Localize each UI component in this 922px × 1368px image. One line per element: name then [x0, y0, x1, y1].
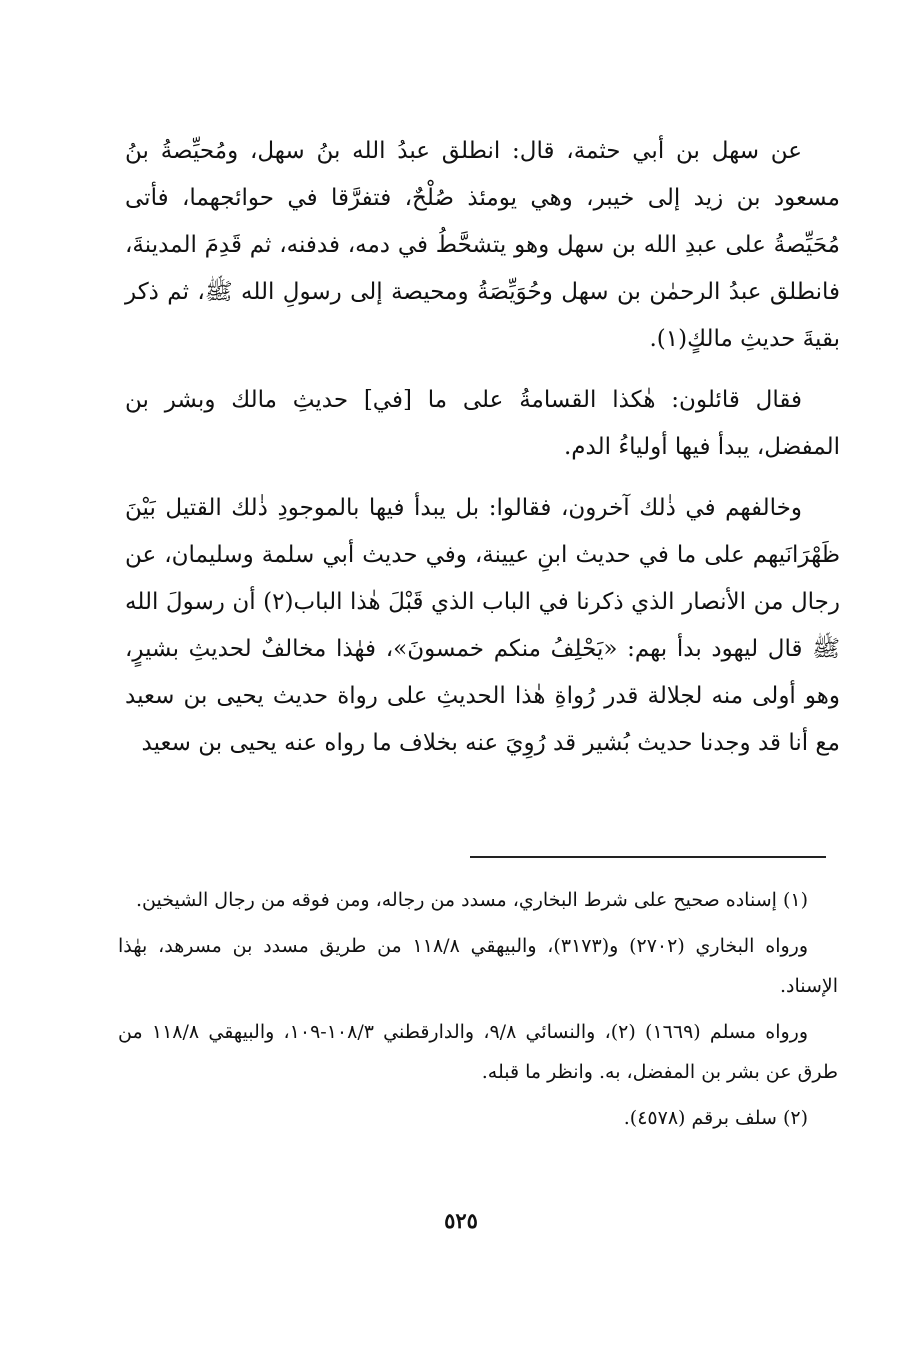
- footnote-separator: [470, 856, 826, 858]
- paragraph-first-opinion: فقال قائلون: هٰكذا القسامةُ على ما [في] حديثِ مالك وبشر بن المفضل، يبدأ فيها أولياءُ الدم.: [125, 387, 840, 460]
- footnotes: [118, 880, 838, 1144]
- paragraph-second-opinion: وخالفهم في ذٰلك آخرون، فقالوا: بل يبدأ فيها بالموجودِ ذٰلك القتيل بَيْنَ ظَهْرَانَيهم على ما في حديث ابنِ عيينة، وفي حديث أبي سلمة وسليمان، عن رجال من الأنصار الذي ذكرنا في الباب الذي قَبْلَ هٰذا الباب(٢) أن رسولَ الله ﷺ قال ليهود بدأ بهم: «يَحْلِفُ منكم خمسونَ»، فهٰذا مخالفٌ لحديثِ بشيرٍ، وهو أولى منه لجلالة قدر رُواةِ هٰذا الحديثِ على رواة حديث يحيى بن سعيد مع أنا قد وجدنا حديث بُشير قد رُوِيَ عنه بخلاف ما رواه عنه يحيى بن سعيد: [125, 495, 840, 756]
- footnote-1-muslim: ورواه مسلم (١٦٦٩) (٢)، والنسائي ٩/٨، والدارقطني ١٠٨/٣-١٠٩، والبيهقي ١١٨/٨ من طرق عن بشر بن المفضل، به. وانظر ما قبله.: [118, 1021, 838, 1083]
- page-number: ٥٢٥: [444, 1208, 478, 1233]
- footnote-1: (١) إسناده صحيح على شرط البخاري، مسدد من رجاله، ومن فوقه من رجال الشيخين.: [136, 889, 808, 911]
- main-text: [125, 128, 840, 781]
- footnote-1-bukhari: ورواه البخاري (٢٧٠٢) و(٣١٧٣)، والبيهقي ١١٨/٨ من طريق مسدد بن مسرهد، بهٰذا الإسناد.: [118, 935, 838, 997]
- footnote-2: (٢) سلف برقم (٤٥٧٨).: [623, 1107, 808, 1129]
- paragraph-hadith-narration: عن سهل بن أبي حثمة، قال: انطلق عبدُ الله بنُ سهل، ومُحيِّصةُ بنُ مسعود بن زيد إلى خيبر، وهي يومئذ صُلْحٌ، فتفرَّقا في حوائجهما، فأتى مُحَيِّصةُ على عبدِ الله بن سهل وهو يتشحَّطُ في دمه، فدفنه، ثم قَدِمَ المدينةَ، فانطلق عبدُ الرحمٰن بن سهل وحُوَيِّصَةُ ومحيصة إلى رسولِ الله ﷺ، ثم ذكر بقيةَ حديثِ مالكٍ(١).: [125, 138, 840, 352]
